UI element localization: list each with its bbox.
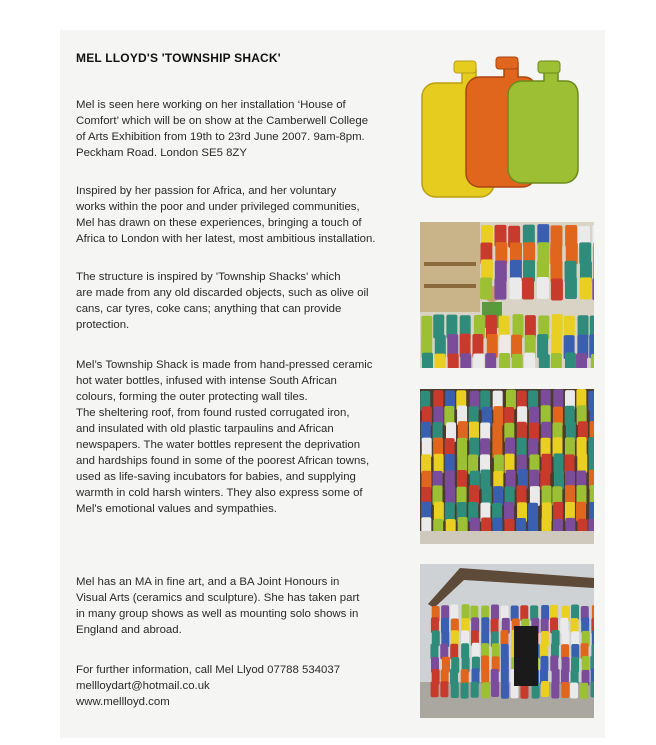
text-line: warmth in cold harsh winters. They also express some of (76, 487, 363, 499)
tile-shape (504, 502, 514, 522)
tile-shape (501, 668, 509, 684)
township-shack-photo (420, 564, 594, 718)
tile-shape (460, 353, 471, 368)
tile-shape (512, 354, 523, 368)
tile-shape (524, 353, 535, 368)
tile-shape (434, 454, 444, 474)
tile-shape (448, 354, 459, 368)
text-line: of Arts Exhibition from 19th to 23rd June 2007. 9am-8pm. (76, 131, 365, 143)
tile-shape (553, 502, 563, 522)
text-line: newspapers. The water bottles represent the deprivation (76, 439, 361, 451)
tile-shape (541, 681, 549, 697)
tile-shape (552, 669, 560, 685)
text-line: works within the poor and under privileged communities, (76, 201, 360, 213)
tile-shape (481, 617, 489, 633)
paragraph-materials (76, 357, 411, 517)
text-line: Peckham Road. London SE5 8ZY (76, 147, 247, 159)
tile-shape (509, 277, 521, 299)
paragraph-exhibition (76, 97, 411, 161)
tile-shape (473, 354, 484, 368)
tile-shape (491, 681, 499, 697)
tile-shape (565, 353, 576, 368)
tile-shape (591, 681, 594, 697)
tile-shape (577, 453, 587, 473)
tile-shape (561, 682, 569, 698)
text-line: Visual Arts (ceramics and sculpture). She has taken part (76, 592, 360, 604)
tile-shape (551, 353, 562, 368)
text-line: colours, forming the outer protecting wall tiles. (76, 391, 308, 403)
text-line: and hardships found in some of the poorest African towns, (76, 455, 370, 467)
paragraph-contact (76, 662, 411, 710)
text-line: Mel is seen here working on her installation ‘House of (76, 99, 346, 111)
shack-doorway (514, 626, 538, 686)
tile-shape (491, 605, 499, 621)
tile-shape (506, 390, 516, 410)
tile-shape (576, 353, 587, 368)
paragraph-structure (76, 269, 411, 333)
tile-shape (440, 681, 448, 697)
tile-shape (480, 277, 492, 299)
tile-shape (513, 314, 524, 338)
tile-shape (592, 278, 594, 300)
tile-shape (539, 354, 550, 368)
tile-shape (435, 354, 446, 368)
shack-wall-closeup-photo (420, 389, 594, 544)
tile-shape (551, 279, 563, 301)
hot-water-bottles-photo (420, 55, 595, 205)
tile-shape (551, 682, 559, 698)
tile-shape (537, 277, 549, 299)
text-line: The sheltering roof, from found rusted corrugated iron, (76, 407, 350, 419)
tile-shape (482, 682, 490, 698)
contact-email[interactable]: mellloydart@hotmail.co.uk (76, 680, 210, 692)
artist-at-work-photo (420, 222, 594, 368)
tile-shape (576, 502, 586, 522)
tile-shape (462, 604, 470, 620)
text-line: protection. (76, 319, 130, 331)
tile-shape (485, 353, 496, 368)
tile-shape (561, 631, 569, 647)
tile-shape (422, 353, 433, 368)
tile-shape (472, 643, 480, 659)
text-line: England and abroad. (76, 624, 182, 636)
text-line: hot water bottles, infused with intense South African (76, 375, 337, 387)
text-line: Africa to London with her latest, most ambitious installation. (76, 233, 376, 245)
tile-shape (580, 683, 588, 699)
tile-shape (451, 682, 459, 698)
tile-shape (580, 277, 592, 299)
text-line: Mel has an MA in fine art, and a BA Joint Honours in (76, 576, 340, 588)
tile-shape (481, 669, 489, 685)
text-line: Mel's emotional values and sympathies. (76, 503, 277, 515)
tile-shape (522, 278, 534, 300)
tile-shape (593, 242, 594, 264)
tile-shape (450, 668, 458, 684)
text-line: Inspired by her passion for Africa, and her voluntary (76, 185, 337, 197)
text-line: in many group shows as well as mounting solo shows in (76, 608, 359, 620)
text-line: Mel’s Township Shack is made from hand-pressed ceramic (76, 359, 373, 371)
tile-shape (461, 683, 469, 699)
tile-shape (570, 683, 578, 699)
text-line: are made from any old discarded objects, such as olive oil (76, 287, 369, 299)
tile-shape (591, 354, 594, 368)
text-line: and insulated with old plastic tarpaulins and African (76, 423, 334, 435)
tile-shape (499, 353, 510, 368)
paragraph-biography (76, 574, 411, 638)
text-line: used as life-saving incubators for babies, and supplying (76, 471, 356, 483)
contact-phone: For further information, call Mel Llyod 07788 534037 (76, 664, 341, 676)
document-title: MEL LLOYD'S 'TOWNSHIP SHACK' (76, 51, 281, 65)
text-line: Mel has drawn on these experiences, bringing a touch of (76, 217, 362, 229)
paragraph-inspiration (76, 183, 411, 247)
tile-shape (431, 681, 439, 697)
text-line: Comfort’ which will be on show at the Camberwell College (76, 115, 369, 127)
tile-shape (582, 656, 590, 672)
tile-shape (553, 389, 563, 409)
tile-shape (500, 630, 508, 646)
text-line: cans, car tyres, coke cans; anything that can provide (76, 303, 342, 315)
tile-shape (494, 278, 506, 300)
tile-shape (450, 604, 458, 620)
tile-shape (592, 631, 594, 647)
tile-shape (581, 617, 589, 633)
tile-shape (471, 682, 479, 698)
text-line: The structure is inspired by 'Township Shacks' which (76, 271, 341, 283)
tile-shape (501, 683, 509, 699)
tile-shape (565, 277, 577, 299)
contact-website[interactable]: www.mellloyd.com (76, 696, 170, 708)
